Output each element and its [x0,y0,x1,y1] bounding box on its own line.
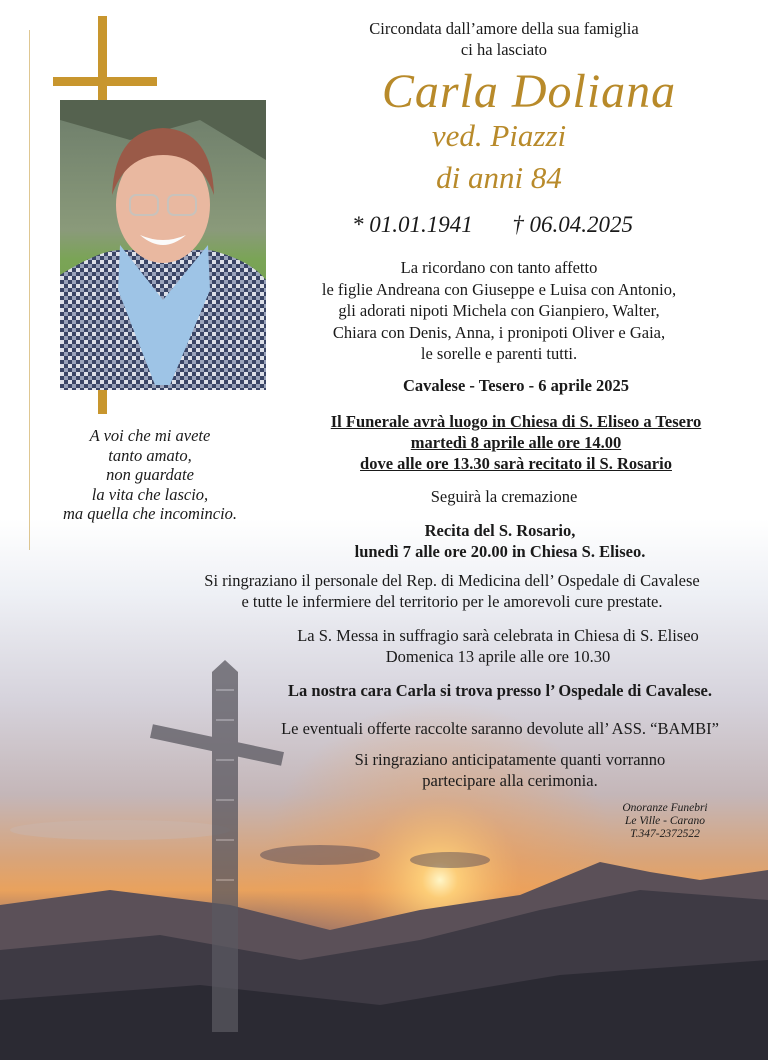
advance-thanks-line: Si ringraziano anticipatamente quanti vorranno [354,750,666,769]
place-date: Cavalese - Tesero - 6 aprile 2025 [402,376,630,395]
remembrance-line: gli adorati nipoti Michela con Gianpiero, Walter, [338,301,660,320]
agency-name: Onoranze Funebri [622,802,708,814]
advance-thanks-line: partecipare alla cerimonia. [422,771,598,790]
thanks-line: Si ringraziano il personale del Rep. di Medicina dell’ Ospedale di Cavalese [204,571,700,590]
rosary-line: Recita del S. Rosario, [424,521,576,540]
remembrance-line: Chiara con Denis, Anna, i pronipoti Oliver e Gaia, [332,322,666,342]
remembrance-line: le figlie Andreana con Giuseppe e Luisa con Antonio, [321,279,677,299]
deceased-name: Carla Doliana [381,65,677,118]
life-dates [352,210,633,240]
birth-date: * 01.01.1941 [352,212,473,237]
funeral-line: Il Funerale avrà luogo in Chiesa di S. Eliseo a Tesero [330,412,702,431]
poem-line: tanto amato, [108,445,192,465]
mass-line: La S. Messa in suffragio sarà celebrata in Chiesa di S. Eliseo [297,626,699,645]
remembrance-line: La ricordano con tanto affetto [400,258,598,277]
portrait-photo [60,100,266,390]
agency-location: Le Ville - Carano [625,815,705,827]
cremation-note: Seguirà la cremazione [430,487,578,506]
funeral-line: dove alle ore 13.30 sarà recitato il S. Rosario [360,454,672,473]
left-column [0,0,290,560]
poem-line: non guardate [106,465,194,484]
poem-line: la vita che lascio, [91,484,209,504]
memorial-mass [248,625,748,667]
remembrance-line: le sorelle e parenti tutti. [420,344,578,363]
death-date: † 06.04.2025 [512,212,633,237]
age: di anni 84 [436,160,562,195]
location-note: La nostra cara Carla si trova presso l’ Ospedale di Cavalese. [288,681,712,700]
funeral-info [290,411,742,474]
poem-line: A voi che mi avete [89,426,211,445]
intro-line: ci ha lasciato [460,40,548,59]
funeral-agency [590,802,740,841]
rosary-line: lunedì 7 alle ore 20.00 in Chiesa S. Eliseo. [354,542,646,561]
advance-thanks [280,749,740,791]
thanks-line: e tutte le infermiere del territorio per le amorevoli cure prestate. [241,592,663,611]
poem-line: ma quella che incomincio. [62,504,238,523]
hospital-thanks [150,570,754,612]
mass-line: Domenica 13 aprile alle ore 10.30 [385,647,611,666]
intro-text [290,18,718,60]
agency-phone: T.347-2372522 [630,828,700,840]
widow-of: ved. Piazzi [431,118,567,153]
family-remembrance [290,257,708,365]
funeral-line: martedì 8 aprile alle ore 14.00 [410,433,622,452]
memorial-poem [30,426,270,524]
offerings-note: Le eventuali offerte raccolte saranno devolute all’ ASS. “BAMBI” [281,719,719,738]
gold-cross-arm [53,77,157,86]
intro-line: Circondata dall’amore della sua famiglia [369,19,639,38]
rosary-info [290,520,710,562]
